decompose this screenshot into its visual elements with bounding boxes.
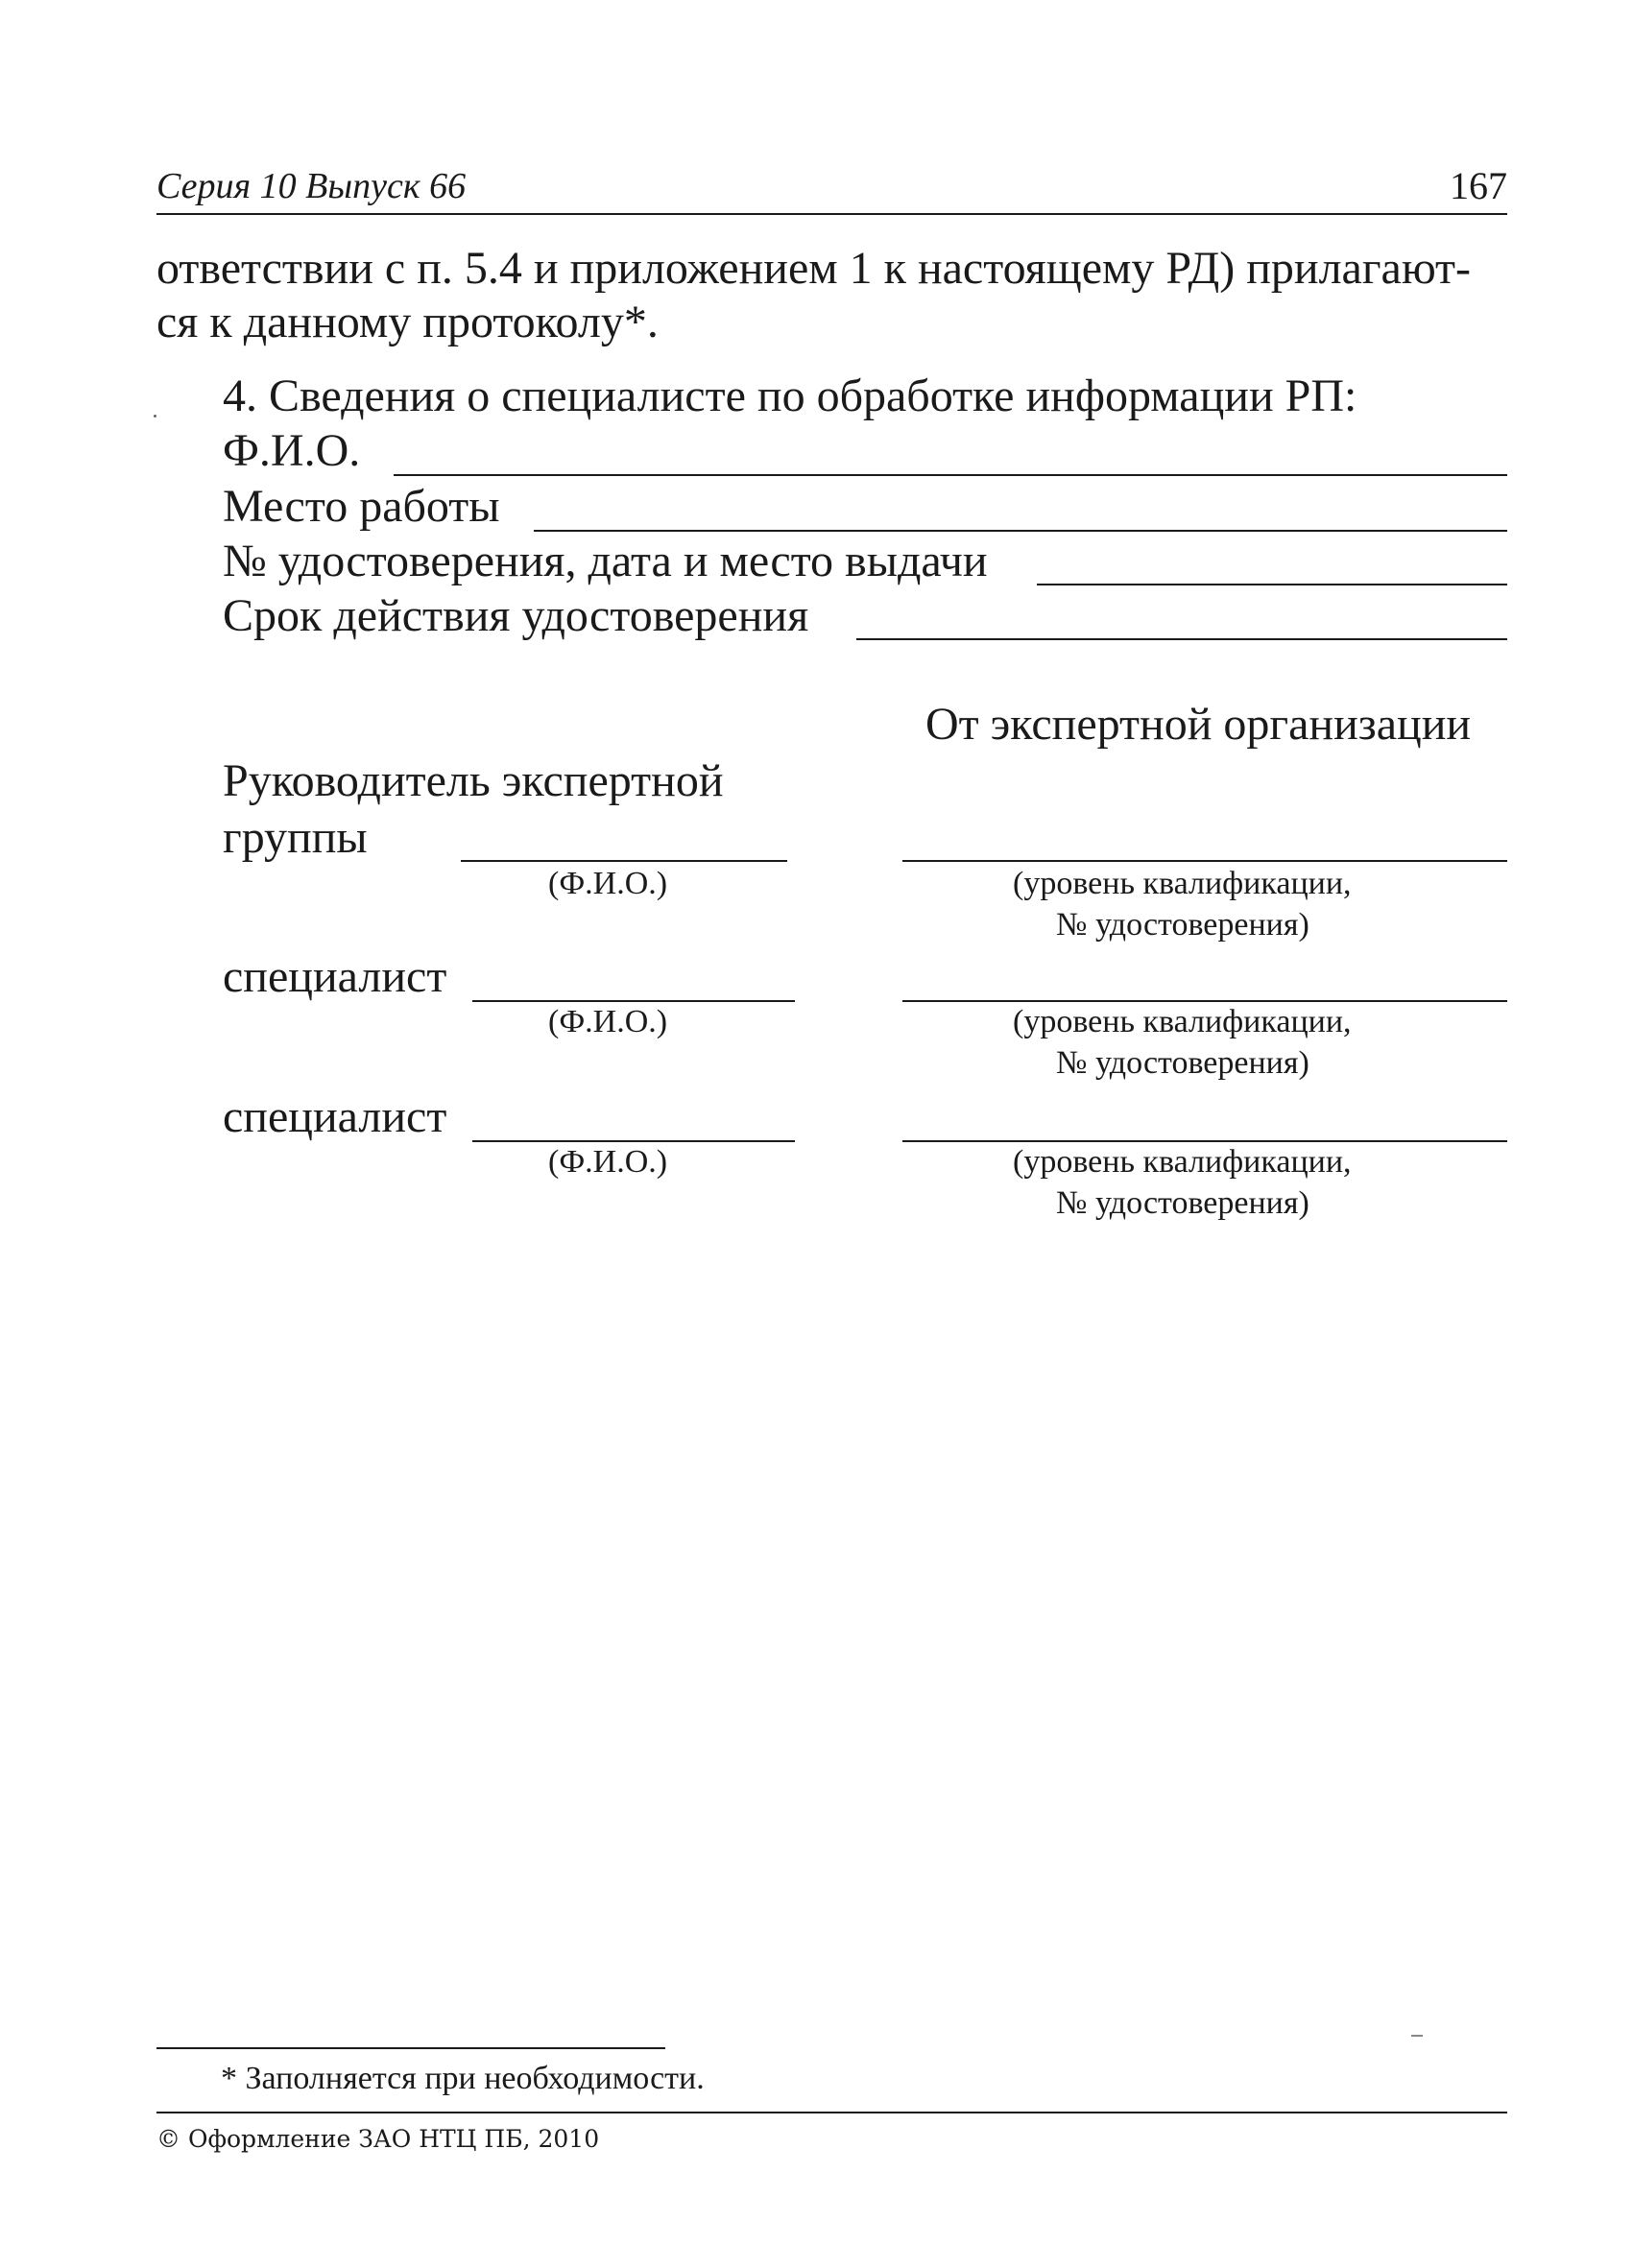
section-4-heading: 4. Сведения о специалисте по обработке информации РП: bbox=[223, 370, 1357, 421]
org-heading: От экспертной организации bbox=[925, 699, 1472, 750]
workplace-label: Место работы bbox=[223, 481, 500, 532]
specialist-2-fio-line bbox=[472, 1140, 795, 1142]
leader-qual-caption-1: (уровень квалификации, bbox=[1013, 866, 1352, 901]
validity-blank-line bbox=[856, 638, 1507, 640]
specialist-1-fio-caption: (Ф.И.О.) bbox=[548, 1004, 668, 1039]
specialist-2-fio-caption: (Ф.И.О.) bbox=[548, 1144, 668, 1180]
leader-qual-caption-2: № удостоверения) bbox=[1056, 907, 1309, 943]
validity-label: Срок действия удостоверения bbox=[223, 590, 809, 641]
specialist-1-qual-caption-1: (уровень квалификации, bbox=[1013, 1004, 1352, 1039]
leader-fio-caption: (Ф.И.О.) bbox=[548, 866, 668, 901]
footer-divider bbox=[156, 2112, 1507, 2113]
specialist-1-fio-line bbox=[472, 1000, 795, 1002]
specialist-2-qual-caption-2: № удостоверения) bbox=[1056, 1185, 1309, 1221]
intro-line-2: ся к данному протоколу*. bbox=[156, 297, 659, 347]
specialist-2-label: специалист bbox=[223, 1091, 447, 1142]
header-divider bbox=[156, 213, 1507, 215]
specialist-2-qualification-line bbox=[902, 1140, 1507, 1142]
scan-speck bbox=[1411, 2035, 1423, 2037]
specialist-1-qual-caption-2: № удостоверения) bbox=[1056, 1045, 1309, 1081]
fio-blank-line bbox=[394, 474, 1507, 476]
scan-dot bbox=[154, 415, 156, 418]
specialist-2-qual-caption-1: (уровень квалификации, bbox=[1013, 1144, 1352, 1180]
copyright: © Оформление ЗАО НТЦ ПБ, 2010 bbox=[156, 2125, 600, 2153]
intro-line-1: ответствии с п. 5.4 и приложением 1 к настоящему РД) прилагают- bbox=[156, 243, 1472, 294]
footnote: * Заполняется при необходимости. bbox=[221, 2061, 705, 2096]
leader-fio-line bbox=[461, 860, 787, 862]
page-number: 167 bbox=[1450, 164, 1507, 207]
leader-label-line-1: Руководитель экспертной bbox=[223, 755, 724, 806]
leader-qualification-line bbox=[902, 860, 1507, 862]
footnote-divider bbox=[156, 2047, 665, 2049]
workplace-blank-line bbox=[534, 530, 1507, 532]
fio-label: Ф.И.О. bbox=[223, 425, 361, 476]
certificate-label: № удостоверения, дата и место выдачи bbox=[223, 536, 988, 586]
certificate-blank-line bbox=[1037, 584, 1507, 585]
specialist-1-label: специалист bbox=[223, 951, 447, 1002]
specialist-1-qualification-line bbox=[902, 1000, 1507, 1002]
running-header-series: Серия 10 Выпуск 66 bbox=[156, 166, 467, 206]
leader-label-line-2: группы bbox=[223, 812, 368, 863]
